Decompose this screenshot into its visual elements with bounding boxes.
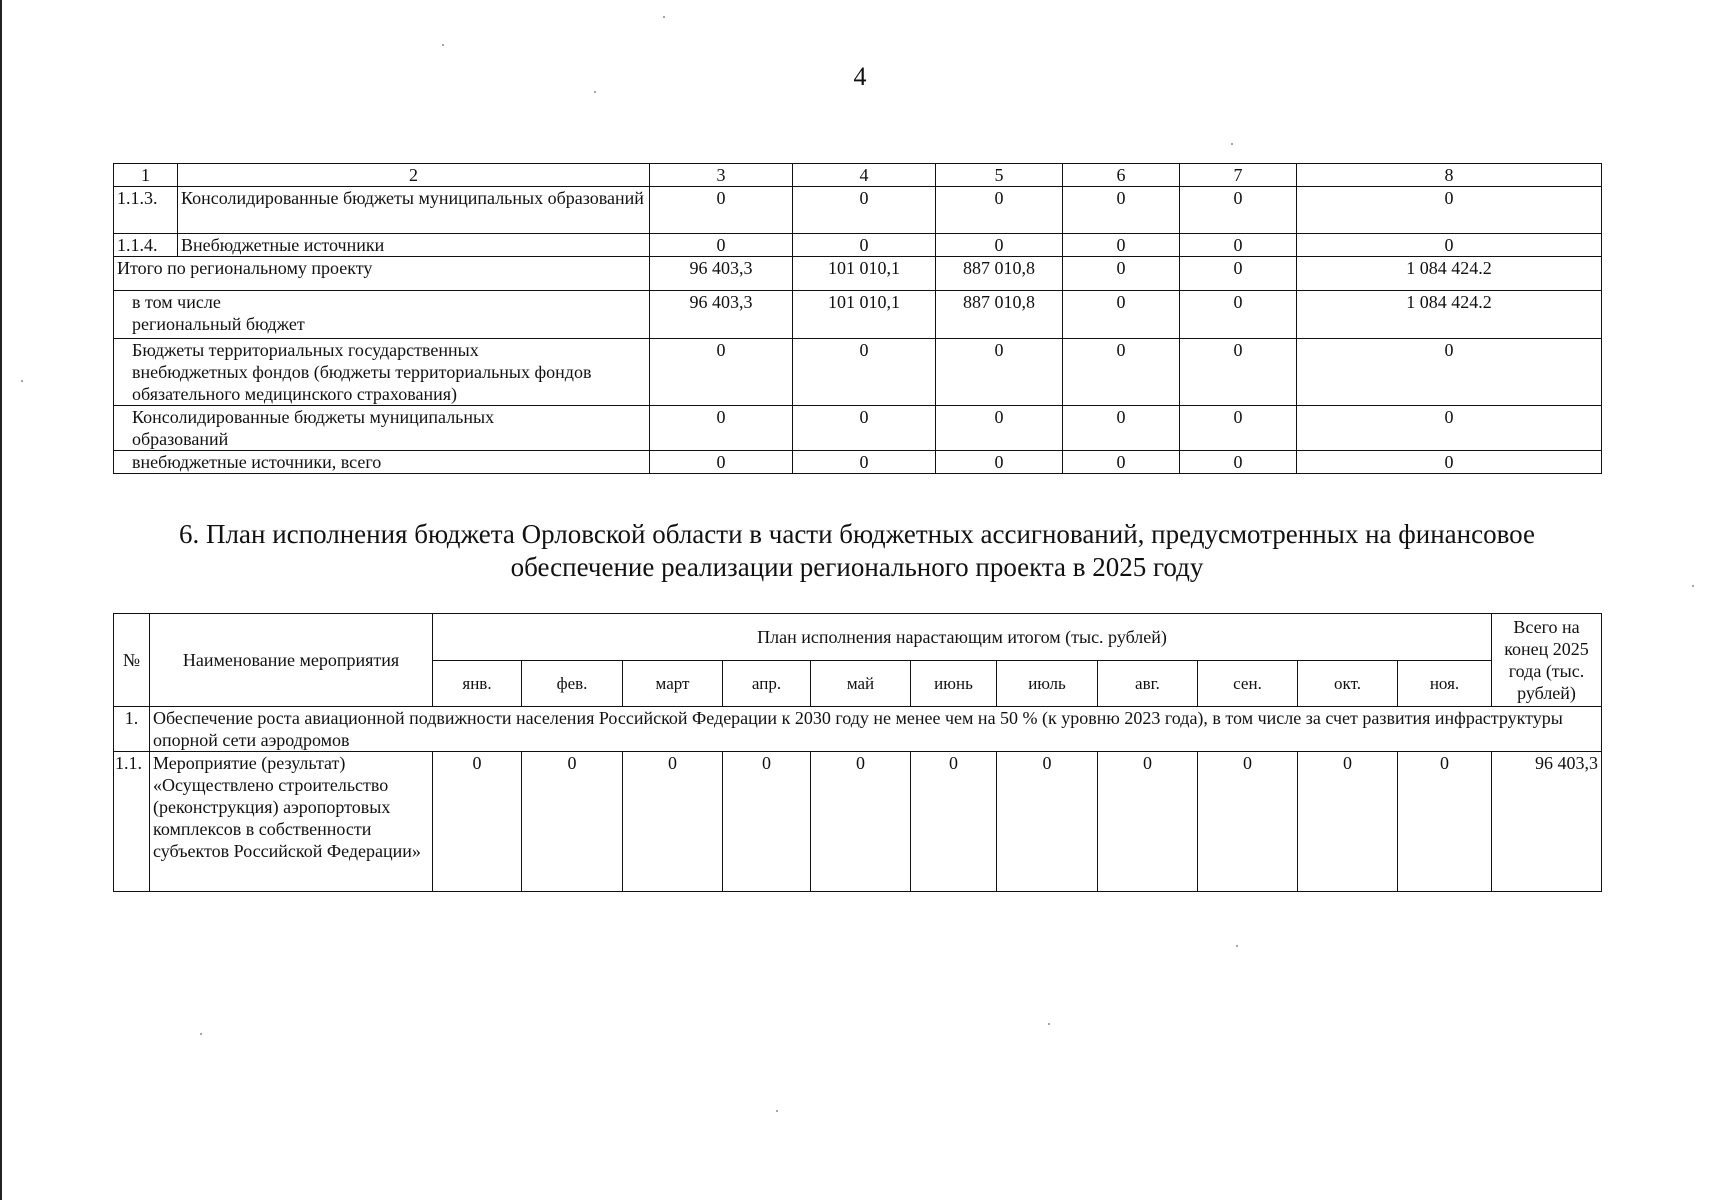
month-header: сен. (1198, 661, 1298, 707)
section-text: Обеспечение роста авиационной подвижности населения Российской Федерации к 2030 году не менее чем на 50 % (к уровню 2023 года), в том числе за счет развития инфраструктуры опорной сети аэродромов (150, 707, 1602, 752)
scan-speck (776, 1110, 778, 1112)
table-row (114, 291, 1602, 339)
cell-value: 0 (1297, 406, 1602, 451)
cell-value: 0 (1063, 291, 1180, 339)
cell-value: 0 (1063, 406, 1180, 451)
section-heading: 6. План исполнения бюджета Орловской области в части бюджетных ассигнований, предусмотренных на финансовое обеспечение реализации регионального проекта в 2025 году (179, 519, 1535, 582)
cell-value: 0 (650, 339, 793, 406)
month-header: янв. (433, 661, 522, 707)
row-name: Консолидированные бюджеты муниципальных образований (114, 406, 650, 451)
cell-value: 0 (650, 406, 793, 451)
cell-value: 96 403,3 (650, 291, 793, 339)
cell-value: 0 (1180, 234, 1297, 257)
cell-value: 0 (1063, 451, 1180, 474)
row-name: в том числе региональный бюджет (114, 291, 650, 339)
column-number: 5 (936, 164, 1063, 187)
cell-total: 96 403,3 (1492, 752, 1602, 892)
cell-value: 0 (793, 406, 936, 451)
month-header: авг. (1098, 661, 1198, 707)
column-number: 2 (178, 164, 650, 187)
scan-speck (442, 44, 444, 46)
row-number: 1. (114, 707, 150, 752)
cell-value: 0 (936, 451, 1063, 474)
cell-value: 0 (723, 752, 811, 892)
column-header-name: Наименование мероприятия (150, 614, 433, 707)
cell-value: 0 (650, 187, 793, 234)
row-number: 1.1.4. (114, 234, 178, 257)
table-header-row (114, 614, 1602, 661)
table-row (114, 752, 1602, 892)
column-number: 7 (1180, 164, 1297, 187)
page-number: 4 (853, 62, 867, 91)
row-number: 1.1. (114, 752, 150, 892)
column-header-total: Всего на конец 2025 года (тыс. рублей) (1492, 614, 1602, 707)
row-name: Бюджеты территориальных государственных внебюджетных фондов (бюджеты территориальных фондов обязательного медицинского страхования) (114, 339, 650, 406)
cell-value: 1 084 424.2 (1297, 291, 1602, 339)
section-row (114, 707, 1602, 752)
cell-value: 0 (623, 752, 723, 892)
month-header: июль (997, 661, 1098, 707)
cell-value: 0 (936, 339, 1063, 406)
cell-value: 0 (1297, 234, 1602, 257)
cell-value: 0 (811, 752, 911, 892)
row-name: Внебюджетные источники (178, 234, 650, 257)
table-row (114, 187, 1602, 234)
scan-speck (663, 16, 665, 18)
month-header: апр. (723, 661, 811, 707)
cell-value: 0 (522, 752, 623, 892)
cell-value: 0 (1180, 406, 1297, 451)
cell-value: 0 (1297, 451, 1602, 474)
cell-value: 887 010,8 (936, 257, 1063, 291)
month-header: март (623, 661, 723, 707)
cell-value: 0 (1297, 187, 1602, 234)
cell-value: 101 010,1 (793, 257, 936, 291)
table-row (114, 339, 1602, 406)
page-left-edge (0, 0, 2, 1200)
cell-value: 0 (1180, 187, 1297, 234)
cell-value: 96 403,3 (650, 257, 793, 291)
row-name: Консолидированные бюджеты муниципальных образований (178, 187, 650, 234)
cell-value: 0 (1398, 752, 1492, 892)
cell-value: 0 (1063, 187, 1180, 234)
cell-value: 0 (936, 234, 1063, 257)
column-number: 1 (114, 164, 178, 187)
cell-value: 887 010,8 (936, 291, 1063, 339)
cell-value: 0 (936, 187, 1063, 234)
column-number: 8 (1297, 164, 1602, 187)
cell-value: 0 (650, 234, 793, 257)
month-header: фев. (522, 661, 623, 707)
funding-table (113, 163, 1602, 474)
scan-speck (1692, 585, 1694, 587)
cell-value: 0 (936, 406, 1063, 451)
cell-value: 0 (793, 451, 936, 474)
table-row (114, 234, 1602, 257)
cell-value: 0 (997, 752, 1098, 892)
cell-value: 0 (793, 234, 936, 257)
cell-value: 0 (1298, 752, 1398, 892)
cell-value: 0 (433, 752, 522, 892)
cell-value: 0 (1180, 291, 1297, 339)
cell-value: 0 (1063, 339, 1180, 406)
cell-value: 0 (1180, 257, 1297, 291)
cell-value: 0 (1180, 339, 1297, 406)
scan-speck (21, 380, 23, 382)
table-row (114, 406, 1602, 451)
column-header-number: № (114, 614, 150, 707)
cell-value: 1 084 424.2 (1297, 257, 1602, 291)
cell-value: 0 (1198, 752, 1298, 892)
cell-value: 0 (1098, 752, 1198, 892)
cell-value: 0 (1180, 451, 1297, 474)
total-label: Итого по региональному проекту (114, 257, 650, 291)
cell-value: 0 (911, 752, 997, 892)
cell-value: 0 (650, 451, 793, 474)
row-number: 1.1.3. (114, 187, 178, 234)
table-header-row (114, 164, 1602, 187)
budget-plan-table (113, 613, 1602, 892)
month-header: окт. (1298, 661, 1398, 707)
cell-value: 0 (1297, 339, 1602, 406)
column-number: 4 (793, 164, 936, 187)
cell-value: 0 (1063, 257, 1180, 291)
column-number: 3 (650, 164, 793, 187)
row-name: внебюджетные источники, всего (114, 451, 650, 474)
scan-speck (594, 91, 596, 93)
cell-value: 0 (793, 339, 936, 406)
month-header: май (811, 661, 911, 707)
scan-speck (1236, 945, 1238, 947)
column-number: 6 (1063, 164, 1180, 187)
scan-speck (1231, 143, 1233, 145)
cell-value: 101 010,1 (793, 291, 936, 339)
cell-value: 0 (1063, 234, 1180, 257)
month-header: ноя. (1398, 661, 1492, 707)
cell-value: 0 (793, 187, 936, 234)
column-header-plan: План исполнения нарастающим итогом (тыс. рублей) (433, 614, 1492, 661)
scan-speck (1048, 1023, 1050, 1025)
month-header: июнь (911, 661, 997, 707)
row-name: Мероприятие (результат) «Осуществлено строительство (реконструкция) аэропортовых комплексов в собственности субъектов Российской Федерации» (150, 752, 433, 892)
scan-speck (200, 1033, 202, 1035)
total-row (114, 257, 1602, 291)
table-row (114, 451, 1602, 474)
